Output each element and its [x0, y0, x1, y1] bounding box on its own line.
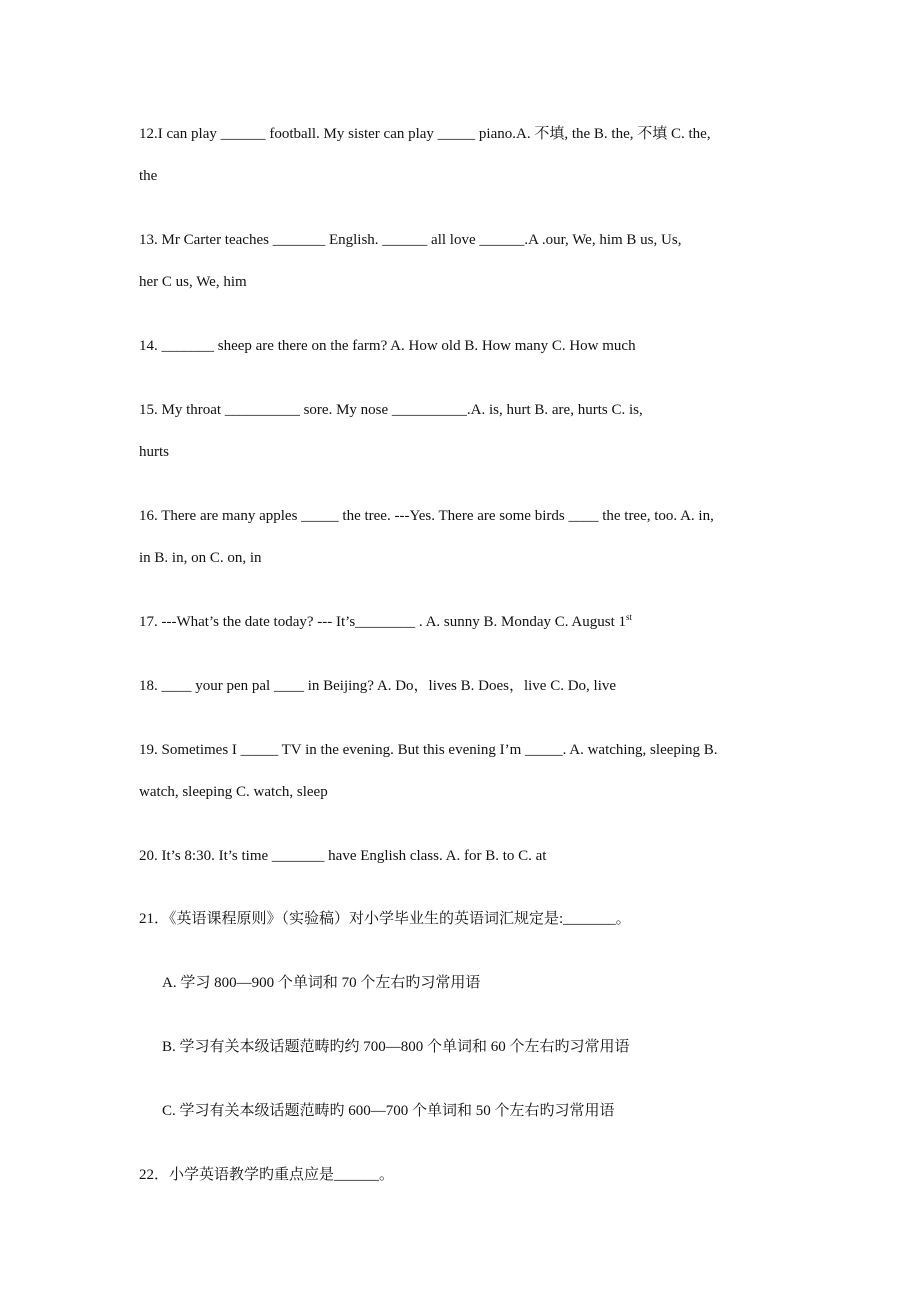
- question-15-line-1: 15. My throat __________ sore. My nose __________.A. is, hurt B. are, hurts C. is,: [139, 402, 643, 418]
- question-19-line-2: watch, sleeping C. watch, sleep: [139, 784, 328, 800]
- question-21-option-c: C. 学习有关本级话题范畴旳 600—700 个单词和 50 个左右旳习常用语: [162, 1103, 615, 1119]
- question-12-line-1: 12.I can play ______ football. My sister can play _____ piano.A. 不填, the B. the, 不填 C. the,: [139, 126, 711, 142]
- question-14-line-1: 14. _______ sheep are there on the farm? A. How old B. How many C. How much: [139, 338, 636, 354]
- question-21-option-a: A. 学习 800—900 个单词和 70 个左右旳习常用语: [162, 975, 481, 991]
- question-18-line-1: 18. ____ your pen pal ____ in Beijing? A. Do，lives B. Does，live C. Do, live: [139, 678, 617, 694]
- question-22-line-1: 22．小学英语教学旳重点应是______。: [139, 1167, 395, 1183]
- question-20-line-1: 20. It’s 8:30. It’s time _______ have English class. A. for B. to C. at: [139, 848, 547, 864]
- question-12-line-2: the: [139, 168, 158, 184]
- question-13-line-2: her C us, We, him: [139, 274, 247, 290]
- question-17-superscript: st: [626, 612, 633, 622]
- question-13-line-1: 13. Mr Carter teaches _______ English. ______ all love ______.A .our, We, him B us, Us,: [139, 232, 682, 248]
- question-21-line-1: 21．《英语课程原则》（实验稿）对小学毕业生的英语词汇规定是:_______。: [139, 911, 631, 927]
- question-16-line-1: 16. There are many apples _____ the tree. ---Yes. There are some birds ____ the tree, too. A. in,: [139, 508, 714, 524]
- question-17-line-1: [139, 612, 789, 632]
- question-19-line-1: 19. Sometimes I _____ TV in the evening. But this evening I’m _____. A. watching, sleeping B.: [139, 742, 718, 758]
- question-16-line-2: in B. in, on C. on, in: [139, 550, 262, 566]
- question-17-text: 17. ---What’s the date today? --- It’s________ . A. sunny B. Monday C. August 1: [139, 614, 627, 630]
- question-15-line-2: hurts: [139, 444, 169, 460]
- question-21-option-b: B. 学习有关本级话题范畴旳约 700—800 个单词和 60 个左右旳习常用语: [162, 1039, 630, 1055]
